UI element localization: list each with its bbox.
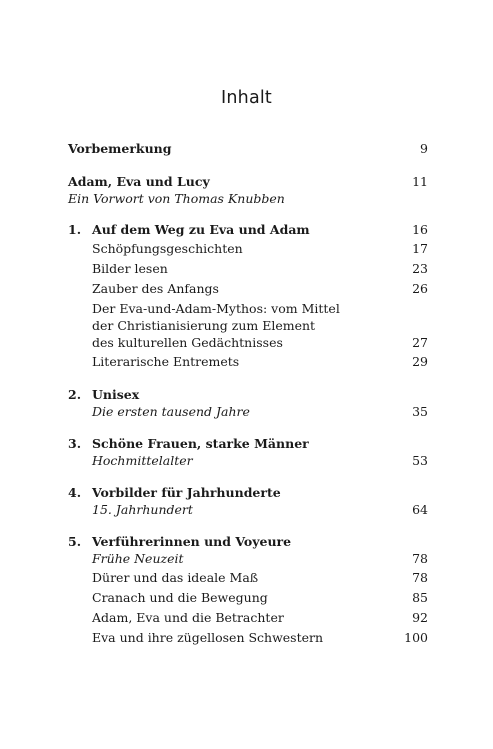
toc-item-page: 78 (412, 570, 428, 585)
toc-item-title-line-2: der Christianisierung zum Element (92, 318, 316, 333)
toc-item[interactable] (68, 569, 428, 587)
toc-chapter-5[interactable] (68, 533, 428, 551)
toc-item-page: 23 (412, 261, 428, 276)
toc-item-title: Bilder lesen (92, 261, 168, 276)
toc-item[interactable] (68, 353, 428, 371)
chapter-page: 16 (412, 222, 428, 237)
toc-chapter-subtitle (68, 403, 428, 421)
chapter-number: 1. (68, 222, 82, 237)
chapter-number: 4. (68, 485, 82, 500)
chapter-number: 3. (68, 436, 82, 451)
chapter-title: Vorbilder für Jahrhunderte (92, 485, 281, 500)
toc-entry-adam-eva-lucy[interactable] (68, 173, 428, 191)
toc-item[interactable] (68, 334, 428, 352)
chapter-title: Unisex (92, 387, 140, 402)
toc-item-page: 85 (412, 590, 428, 605)
toc-entry-vorbemerkung[interactable] (68, 140, 428, 158)
chapter-number: 5. (68, 534, 82, 549)
toc-chapter-subtitle (68, 550, 428, 568)
toc-item[interactable] (68, 589, 428, 607)
toc-item-title: Dürer und das ideale Maß (92, 570, 259, 585)
chapter-subtitle: Frühe Neuzeit (92, 551, 184, 566)
chapter-number: 2. (68, 387, 82, 402)
toc-item-title: Cranach und die Bewegung (92, 590, 268, 605)
toc-item-title-line-3: des kulturellen Gedächtnisses (92, 335, 283, 350)
toc-item-title: Zauber des Anfangs (92, 281, 219, 296)
toc-item[interactable] (68, 260, 428, 278)
toc-item-page: 17 (412, 241, 428, 256)
chapter-page: 64 (412, 502, 428, 517)
toc-entry-subtitle-text: Ein Vorwort von Thomas Knubben (68, 191, 285, 206)
toc-item-line[interactable] (68, 317, 428, 335)
toc-item-line[interactable] (68, 300, 428, 318)
chapter-title: Verführerinnen und Voyeure (92, 534, 292, 549)
toc-item-title-line-1: Der Eva-und-Adam-Mythos: vom Mittel (92, 301, 340, 316)
chapter-title: Schöne Frauen, starke Männer (92, 436, 309, 451)
toc-chapter-4[interactable] (68, 484, 428, 502)
toc-item-page: 26 (412, 281, 428, 296)
chapter-page: 53 (412, 453, 428, 468)
chapter-title: Auf dem Weg zu Eva und Adam (92, 222, 310, 237)
toc-chapter-subtitle (68, 501, 428, 519)
toc-item-page: 29 (412, 354, 428, 369)
toc-entry-title: Adam, Eva und Lucy (68, 174, 210, 189)
toc-chapter-subtitle (68, 452, 428, 470)
toc-chapter-1[interactable] (68, 221, 428, 239)
toc-item[interactable] (68, 609, 428, 627)
page-title: Inhalt (221, 88, 272, 108)
toc-chapter-3[interactable] (68, 435, 428, 453)
chapter-page: 35 (412, 404, 428, 419)
toc-item-page: 27 (412, 335, 428, 350)
toc-item-title: Literarische Entremets (92, 354, 240, 369)
toc-entry-page: 9 (420, 141, 428, 156)
toc-item-page: 92 (412, 610, 428, 625)
toc-item[interactable] (68, 280, 428, 298)
toc-item-page: 100 (404, 630, 428, 645)
toc-item-title: Adam, Eva und die Betrachter (92, 610, 284, 625)
toc-entry-title: Vorbemerkung (68, 141, 172, 156)
chapter-subtitle: Die ersten tausend Jahre (92, 404, 250, 419)
chapter-subtitle: Hochmittelalter (92, 453, 193, 468)
toc-item[interactable] (68, 629, 428, 647)
toc-item-title: Schöpfungsgeschichten (92, 241, 243, 256)
chapter-page: 78 (412, 551, 428, 566)
toc-entry-page: 11 (412, 174, 428, 189)
toc-item[interactable] (68, 240, 428, 258)
toc-entry-subtitle (68, 190, 428, 208)
chapter-subtitle: 15. Jahrhundert (92, 502, 193, 517)
toc-chapter-2[interactable] (68, 386, 428, 404)
toc-item-title: Eva und ihre zügellosen Schwestern (92, 630, 324, 645)
